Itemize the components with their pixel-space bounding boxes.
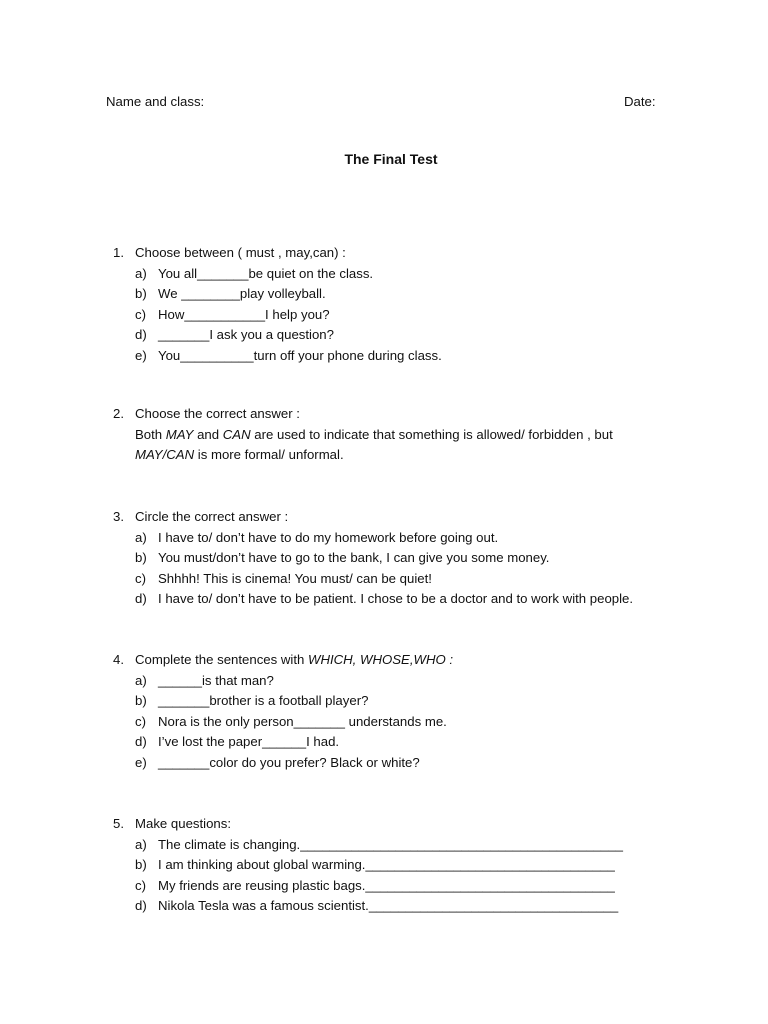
question-number: 5. — [113, 816, 124, 831]
item-text: Nikola Tesla was a famous scientist.__________________________________ — [158, 898, 619, 913]
question-4 — [113, 650, 713, 773]
item-letter: c) — [135, 306, 146, 322]
text-run: is more formal/ unformal. — [194, 447, 344, 463]
list-item — [113, 325, 713, 346]
question-2 — [113, 404, 713, 466]
question-prompt — [135, 650, 713, 671]
list-item — [113, 346, 713, 367]
item-text: You__________turn off your phone during class. — [158, 347, 442, 363]
text-run: and — [193, 426, 223, 442]
list-item — [113, 671, 713, 692]
item-letter: a) — [135, 672, 147, 688]
question-prompt: Choose the correct answer : — [135, 406, 300, 421]
item-text: We ________play volleyball. — [158, 286, 326, 301]
list-item — [113, 589, 713, 610]
question-number: 2. — [113, 406, 124, 421]
page-title: The Final Test — [344, 151, 438, 167]
list-item — [113, 264, 713, 285]
item-text: Nora is the only person_______ understands me. — [158, 713, 447, 729]
list-item — [113, 712, 713, 733]
question-number: 1. — [113, 245, 124, 260]
item-letter: b) — [135, 550, 147, 565]
item-text: You must/don’t have to go to the bank, I can give you some money. — [158, 550, 550, 565]
list-item — [113, 691, 713, 712]
item-letter: a) — [135, 265, 147, 281]
item-text: Shhhh! This is cinema! You must/ can be quiet! — [158, 570, 432, 586]
item-text: The climate is changing.____________________________________________ — [158, 836, 623, 852]
question-5 — [113, 814, 713, 917]
question-paragraph-line-2 — [113, 445, 713, 466]
list-item — [113, 732, 713, 753]
item-letter: a) — [135, 836, 147, 852]
date-label: Date: — [624, 94, 656, 109]
item-text: I have to/ don’t have to be patient. I chose to be a doctor and to work with people. — [158, 591, 634, 606]
list-item — [113, 835, 713, 856]
text-run-italic: MAY/CAN — [135, 447, 195, 463]
item-text: _______I ask you a question? — [158, 327, 334, 342]
item-text: ______is that man? — [158, 672, 274, 688]
item-letter: b) — [135, 693, 147, 708]
question-1 — [113, 243, 713, 366]
list-item — [113, 896, 713, 917]
item-letter: e) — [135, 347, 147, 363]
question-3 — [113, 507, 713, 610]
text-run: Both — [135, 426, 166, 442]
item-letter: c) — [135, 877, 146, 893]
item-letter: b) — [135, 857, 147, 872]
question-prompt: Choose between ( must , may,can) : — [135, 245, 346, 260]
item-text: My friends are reusing plastic bags.__________________________________ — [158, 877, 615, 893]
text-run-italic: WHICH, WHOSE,WHO : — [308, 652, 454, 667]
name-and-class-label: Name and class: — [106, 94, 205, 109]
item-letter: c) — [135, 570, 146, 586]
list-item — [113, 284, 713, 305]
item-letter: d) — [135, 898, 147, 913]
item-letter: d) — [135, 734, 147, 749]
item-letter: d) — [135, 327, 147, 342]
list-item — [113, 876, 713, 897]
item-text: _______brother is a football player? — [158, 693, 369, 708]
list-item — [113, 548, 713, 569]
item-letter: d) — [135, 591, 147, 606]
text-run: are used to indicate that something is allowed/ forbidden , but — [250, 426, 613, 442]
question-prompt: Circle the correct answer : — [135, 509, 289, 524]
item-letter: a) — [135, 529, 147, 545]
text-run-italic: MAY — [165, 426, 194, 442]
item-text: I have to/ don’t have to do my homework before going out. — [158, 529, 499, 545]
question-number: 3. — [113, 509, 124, 524]
item-text: _______color do you prefer? Black or white? — [158, 754, 420, 770]
list-item — [113, 569, 713, 590]
item-text: How___________I help you? — [158, 306, 330, 322]
list-item — [113, 855, 713, 876]
question-prompt: Make questions: — [135, 816, 232, 831]
question-paragraph-line-1 — [113, 425, 713, 446]
list-item — [113, 753, 713, 774]
item-letter: e) — [135, 754, 147, 770]
question-number: 4. — [113, 652, 124, 667]
item-text: I’ve lost the paper______I had. — [158, 734, 340, 749]
item-text: You all_______be quiet on the class. — [158, 265, 374, 281]
item-letter: c) — [135, 713, 146, 729]
list-item — [113, 305, 713, 326]
item-letter: b) — [135, 286, 147, 301]
item-text: I am thinking about global warming.__________________________________ — [158, 857, 615, 872]
list-item — [113, 528, 713, 549]
text-run-italic: CAN — [222, 426, 251, 442]
text-run: Complete the sentences with — [135, 652, 308, 667]
